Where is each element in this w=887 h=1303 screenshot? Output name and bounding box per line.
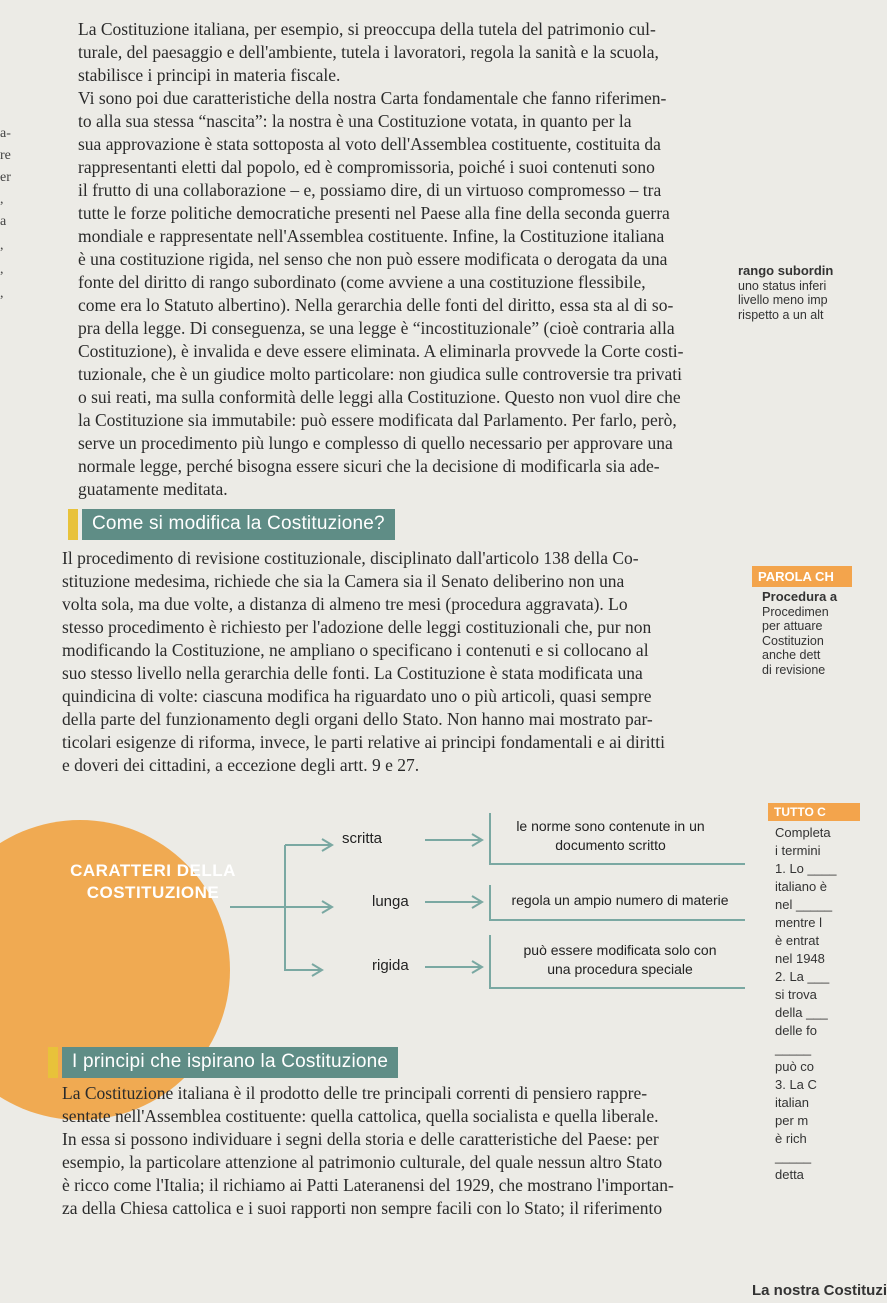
margin-fragment: ,: [0, 238, 4, 253]
text-line: Costituzione), è invalida e deve essere eliminata. A eliminarla provvede la Corte costi-: [78, 341, 684, 361]
sidebar-line: Procedimen: [762, 604, 829, 619]
arrow-lunga-box: [472, 896, 482, 908]
sidenote-title: rango subordin: [738, 263, 834, 278]
text-line: guatamente meditata.: [78, 479, 228, 499]
arrow-scritta-box: [472, 834, 482, 846]
text-line: turale, del paesaggio e dell'ambiente, tutela i lavoratori, regola la sanità e la scuola,: [78, 42, 659, 62]
text-line: stesso procedimento è richiesto per l'adozione delle leggi costituzionali che, pur non: [62, 617, 652, 637]
text-line: In essa si possono individuare i segni della storia e delle caratteristiche del Paese: per: [62, 1129, 659, 1149]
section-heading-principi: I principi che ispirano la Costituzione: [62, 1047, 398, 1078]
exercise-line: delle fo: [775, 1023, 817, 1038]
arrow-rigida-box: [472, 961, 482, 973]
margin-fragment: a: [0, 214, 7, 229]
sidenote-line: rispetto a un alt: [738, 307, 824, 322]
diagram-desc-lunga: regola un ampio numero di materie: [511, 892, 729, 908]
text-line: e doveri dei cittadini, a eccezione degli artt. 9 e 27.: [62, 755, 420, 775]
text-line: come era lo Statuto albertino). Nella gerarchia delle fonti del diritto, essa sta al di so-: [78, 295, 674, 315]
arrow-lunga: [322, 901, 332, 913]
text-line: rappresentanti eletti dal popolo, ed è compromissoria, poiché i suoi contenuti sono: [78, 157, 655, 177]
section-heading-modifica: Come si modifica la Costituzione?: [82, 509, 395, 540]
intro-paragraph: [78, 18, 728, 501]
text-line: Vi sono poi due caratteristiche della nostra Carta fondamentale che fanno riferimen-: [78, 88, 667, 108]
diagram-desc-rigida: può essere modificata solo con una procedura speciale: [523, 942, 717, 977]
exercise-line: detta: [775, 1167, 804, 1182]
text-line: serve un procedimento più lungo e complesso di quello necessario per approvare una: [78, 433, 673, 453]
exercise-pill: TUTTO C: [768, 803, 860, 821]
text-line: mondiale e rappresentate nell'Assemblea costituente. Infine, la Costituzione italiana: [78, 226, 665, 246]
text-line: to alla sua stessa “nascita”: la nostra è una Costituzione votata, in quanto per la: [78, 111, 632, 131]
diagram-center-label: CARATTERI DELLA COSTITUZIONE: [70, 861, 236, 902]
sidebar-line: per attuare: [762, 619, 823, 633]
text-line: o sui reati, ma sulla conformità delle leggi alla Costituzione. Questo non vuol dire che: [78, 387, 681, 407]
text-line: stabilisce i principi in materia fiscale.: [78, 65, 341, 85]
text-line: Il procedimento di revisione costituzionale, disciplinato dall'articolo 138 della Co-: [62, 548, 639, 568]
text-line: la Costituzione sia immutabile: può essere modificata dal Parlamento. Per farlo, però,: [78, 410, 677, 430]
sidebar-line: di revisione: [762, 662, 826, 677]
sidenote-line: livello meno imp: [738, 293, 828, 307]
section-principi-paragraph: [62, 1082, 752, 1220]
exercise-line: della ___: [775, 1005, 828, 1020]
connector-trunk: [285, 845, 320, 970]
text-line: modificando la Costituzione, ne ampliano o specificano i contenuti e si collocano al: [62, 640, 649, 660]
sidebar-line: anche dett: [762, 648, 821, 662]
exercise-line: italiano è: [775, 879, 828, 894]
exercise-line: è rich: [775, 1131, 807, 1146]
text-line: fonte del diritto di rango subordinato (come avviene a una costituzione flessibile,: [78, 272, 646, 292]
footer-title: La nostra Costituzi: [752, 1282, 887, 1299]
text-line: quindicina di volte: ciascuna modifica ha riguardato uno o più articoli, quasi sempre: [62, 686, 652, 706]
text-line: La Costituzione italiana, per esempio, si preoccupa della tutela del patrimonio cul-: [78, 19, 656, 39]
text-line: sentate nell'Assemblea costituente: quella cattolica, quella socialista e quella liberale.: [62, 1106, 659, 1126]
text-line: suo stesso livello nella gerarchia delle fonti. La Costituzione è stata modificata una: [62, 663, 643, 683]
section-modifica-paragraph: [62, 547, 742, 777]
arrow-scritta: [322, 839, 332, 851]
text-line: tutte le forze politiche democratiche presenti nel Paese alla fine della seconda guerra: [78, 203, 670, 223]
sidenote-line: uno status inferi: [738, 278, 827, 293]
text-line: za della Chiesa cattolica e i suoi rapporti non sempre facili con lo Stato; il riferimento: [62, 1198, 663, 1218]
text-line: pra della legge. Di conseguenza, se una legge è “incostituzionale” (cioè contraria alla: [78, 318, 675, 338]
parola-chiave-pill: PAROLA CH: [752, 566, 852, 587]
text-line: La Costituzione italiana è il prodotto delle tre principali correnti di pensiero rappre-: [62, 1083, 648, 1103]
diagram-label-lunga: lunga: [372, 893, 409, 910]
exercise-column: [775, 824, 839, 1184]
margin-fragment: ,: [0, 286, 4, 301]
exercise-line: si trova: [775, 987, 817, 1002]
text-line: è ricco come l'Italia; il richiamo ai Patti Lateranensi del 1929, che mostrano l'importan-: [62, 1175, 674, 1195]
text-line: esempio, la particolare attenzione al patrimonio culturale, del quale nessun altro Stato: [62, 1152, 663, 1172]
exercise-line: Completa: [775, 825, 831, 840]
sidenote-rango-subordinato: [738, 264, 839, 322]
text-line: il frutto di una collaborazione – e, possiamo dire, di un virtuoso compromesso – tra: [78, 180, 662, 200]
text-line: sua approvazione è stata sottoposta al voto dell'Assemblea costituente, costituita da: [78, 134, 661, 154]
text-line: della parte del funzionamento degli organi dello Stato. Non hanno mai mostrato par-: [62, 709, 653, 729]
exercise-line: può co: [775, 1059, 815, 1074]
diagram-label-scritta: scritta: [342, 830, 383, 847]
exercise-line: 2. La ___: [775, 969, 830, 984]
sidebar-parola-chiave: [762, 590, 839, 677]
exercise-line: è entrat: [775, 933, 820, 948]
text-line: ticolari esigenze di riforma, invece, le parti relative ai principi fondamentali e ai diritti: [62, 732, 666, 752]
diagram-label-rigida: rigida: [372, 957, 409, 974]
margin-fragment: re: [0, 148, 11, 163]
exercise-line: per m: [775, 1113, 809, 1128]
margin-fragment: er: [0, 170, 11, 185]
sidebar-title: Procedura a: [762, 589, 838, 604]
margin-fragment: ,: [0, 192, 4, 207]
exercise-line: nel 1948: [775, 951, 825, 966]
exercise-line: mentre l: [775, 915, 822, 930]
text-line: normale legge, perché bisogna essere sicuri che la decisione di modificarla sia ade-: [78, 456, 660, 476]
exercise-line: 3. La C: [775, 1077, 817, 1092]
text-line: volta sola, ma due volte, a distanza di almeno tre mesi (procedura aggravata). Lo: [62, 594, 628, 614]
diagram-desc-scritta: le norme sono contenute in un documento scritto: [516, 818, 705, 853]
text-line: è una costituzione rigida, nel senso che non può essere modificata o derogata da una: [78, 249, 668, 269]
exercise-line: _____: [775, 1041, 812, 1056]
text-line: tuzionale, che è un giudice molto particolare: non giudica sulle controversie tra privati: [78, 364, 683, 384]
exercise-line: 1. Lo ____: [775, 861, 837, 876]
margin-fragment: ,: [0, 262, 4, 277]
text-line: stituzione medesima, richiede che sia la Camera sia il Senato deliberino non una: [62, 571, 625, 591]
sidebar-line: Costituzion: [762, 633, 824, 648]
exercise-line: nel _____: [775, 897, 833, 912]
exercise-line: _____: [775, 1149, 812, 1164]
exercise-line: italian: [775, 1095, 809, 1110]
margin-fragment: a-: [0, 126, 11, 141]
exercise-line: i termini: [775, 843, 821, 858]
arrow-rigida: [312, 964, 322, 976]
